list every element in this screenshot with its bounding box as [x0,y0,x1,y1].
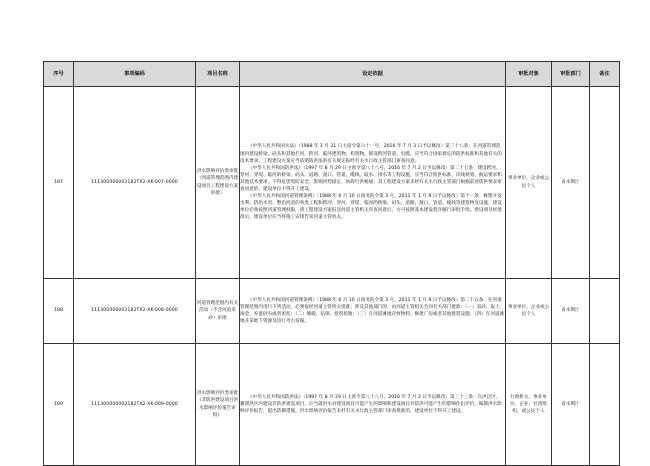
header-basis: 设定依据 [240,62,506,87]
header-name: 项目名称 [196,62,240,87]
header-seq: 序号 [44,62,74,87]
header-dept: 审批部门 [552,62,590,87]
table-row [44,279,620,344]
basis-paragraph: 《中华人民共和国防洪法》（1997 年 8 月 29 日主席令第八十八号，2016 年 7 月 2 日予以修改）第三十三条：在洪泛区、蓄滞洪区内建设非防洪建设项目，应当就洪水对建设项目可能产生的影响和建设项目对防洪可能产生的影响作出评价，编制洪水影响评价报告，提出防御措施。洪水影响评价报告未经有关水行政主管部门审查批准的，建设单位不得开工建设。 [240,394,502,415]
cell-basis [240,279,506,344]
cell-target: 事业单位、企业或公民个人 [506,279,552,344]
basis-paragraph: 《中华人民共和国水法》（1988 年 1 月 21 日主席令第六十一号，2016 年 7 月 2 日予以修改）第三十八条：在河道管理范围内建设桥梁、码头和其他拦河、跨河、临河建筑物、构筑物，铺设跨河管道、电缆，应当符合国家规定的防洪标准和其他有关的技术要求，工程建设方案应当依照防洪法的有关规定报经有关水行政主管部门审查同意。 [240,144,502,164]
cell-dept: 省水利厅 [552,87,590,279]
cell-seq: 188 [44,279,74,344]
approval-items-table [43,61,620,466]
cell-seq: 189 [44,344,74,466]
cell-note [590,344,620,466]
cell-name: 洪水影响评价类审批（河道管理范围内建设项目工程建设方案审批） [196,87,240,279]
table-header-row [44,62,620,87]
table-row [44,344,620,466]
cell-note [590,279,620,344]
header-code: 事项编码 [74,62,196,87]
cell-note [590,87,620,279]
cell-seq: 187 [44,87,74,279]
header-note: 备注 [590,62,620,87]
basis-paragraph: 《中华人民共和国防洪法》（1997 年 8 月 29 日主席令第八十八号，2016 年 7 月 2 日予以修改）第二十七条：建设跨河、穿河、穿堤、临河的桥梁、码头、道路、渡口、管道、缆线、取水、排水等工程设施，应当符合防洪标准、岸线规划、航运要求和其他技术要求，不得危害堤防安全、影响河势稳定、妨碍行洪畅通；其工程建设方案未经有关水行政主管部门根据前述防洪要求审查同意的，建设单位不得开工建设。 [240,165,502,193]
cell-code: 111300000002182TX2-XK-008-0000 [74,279,196,344]
cell-dept: 省水利厅 [552,344,590,466]
cell-code: 111300000002182TX2-XK-007-0000 [74,87,196,279]
cell-basis [240,344,506,466]
cell-basis [240,87,506,279]
cell-name: 河道管理范围内有关活动（不含河道采砂）审批 [196,279,240,344]
cell-dept: 省水利厅 [552,279,590,344]
table-row [44,87,620,279]
cell-code: 111300000002182TX2-XK-009-0000 [74,344,196,466]
basis-paragraph: 《中华人民共和国河道管理条例》（1988 年 6 月 10 日国务院令第 3 号，2011 年 1 月 8 日予以修改）第十一条：修建开发水利、防治水害、整治河道的各类工程和跨河、穿河、穿堤、临河的桥梁、码头、道路、渡口、管道、缆线等建筑物及设施，建设单位必须按照河道管理权限，将工程建设方案报送河道主管机关审查同意后，方可按照基本建设程序履行审批手续。建设项目经批准后，建设单位应当将施工安排告知河道主管机关。 [240,194,502,221]
cell-target: 事业单位、企业或公民个人 [506,87,552,279]
basis-paragraph: 《中华人民共和国河道管理条例》（1988 年 6 月 10 日国务院令第 3 号，2011 年 1 月 8 日予以修改）第二十五条：在河道管理范围内进行下列活动，必须报经河道主管机关批准；涉及其他部门的，由河道主管机关会同有关部门批准：（一）采砂、取土、淘金、弃置砂石或者淤泥；（二）爆破、钻探、挖筑鱼塘；（三）在河道滩地存放物料、修建厂房或者其他建筑设施；（四）在河道滩地开采地下资源及进行考古发掘。 [240,297,505,325]
header-target: 审批对象 [506,62,552,87]
cell-target: 行政机关、事业单位、企业、社团组织、或公民个人 [506,344,552,466]
cell-name: 洪水影响评价类审批（非防洪建设项目洪水影响评价报告审批） [196,344,240,466]
